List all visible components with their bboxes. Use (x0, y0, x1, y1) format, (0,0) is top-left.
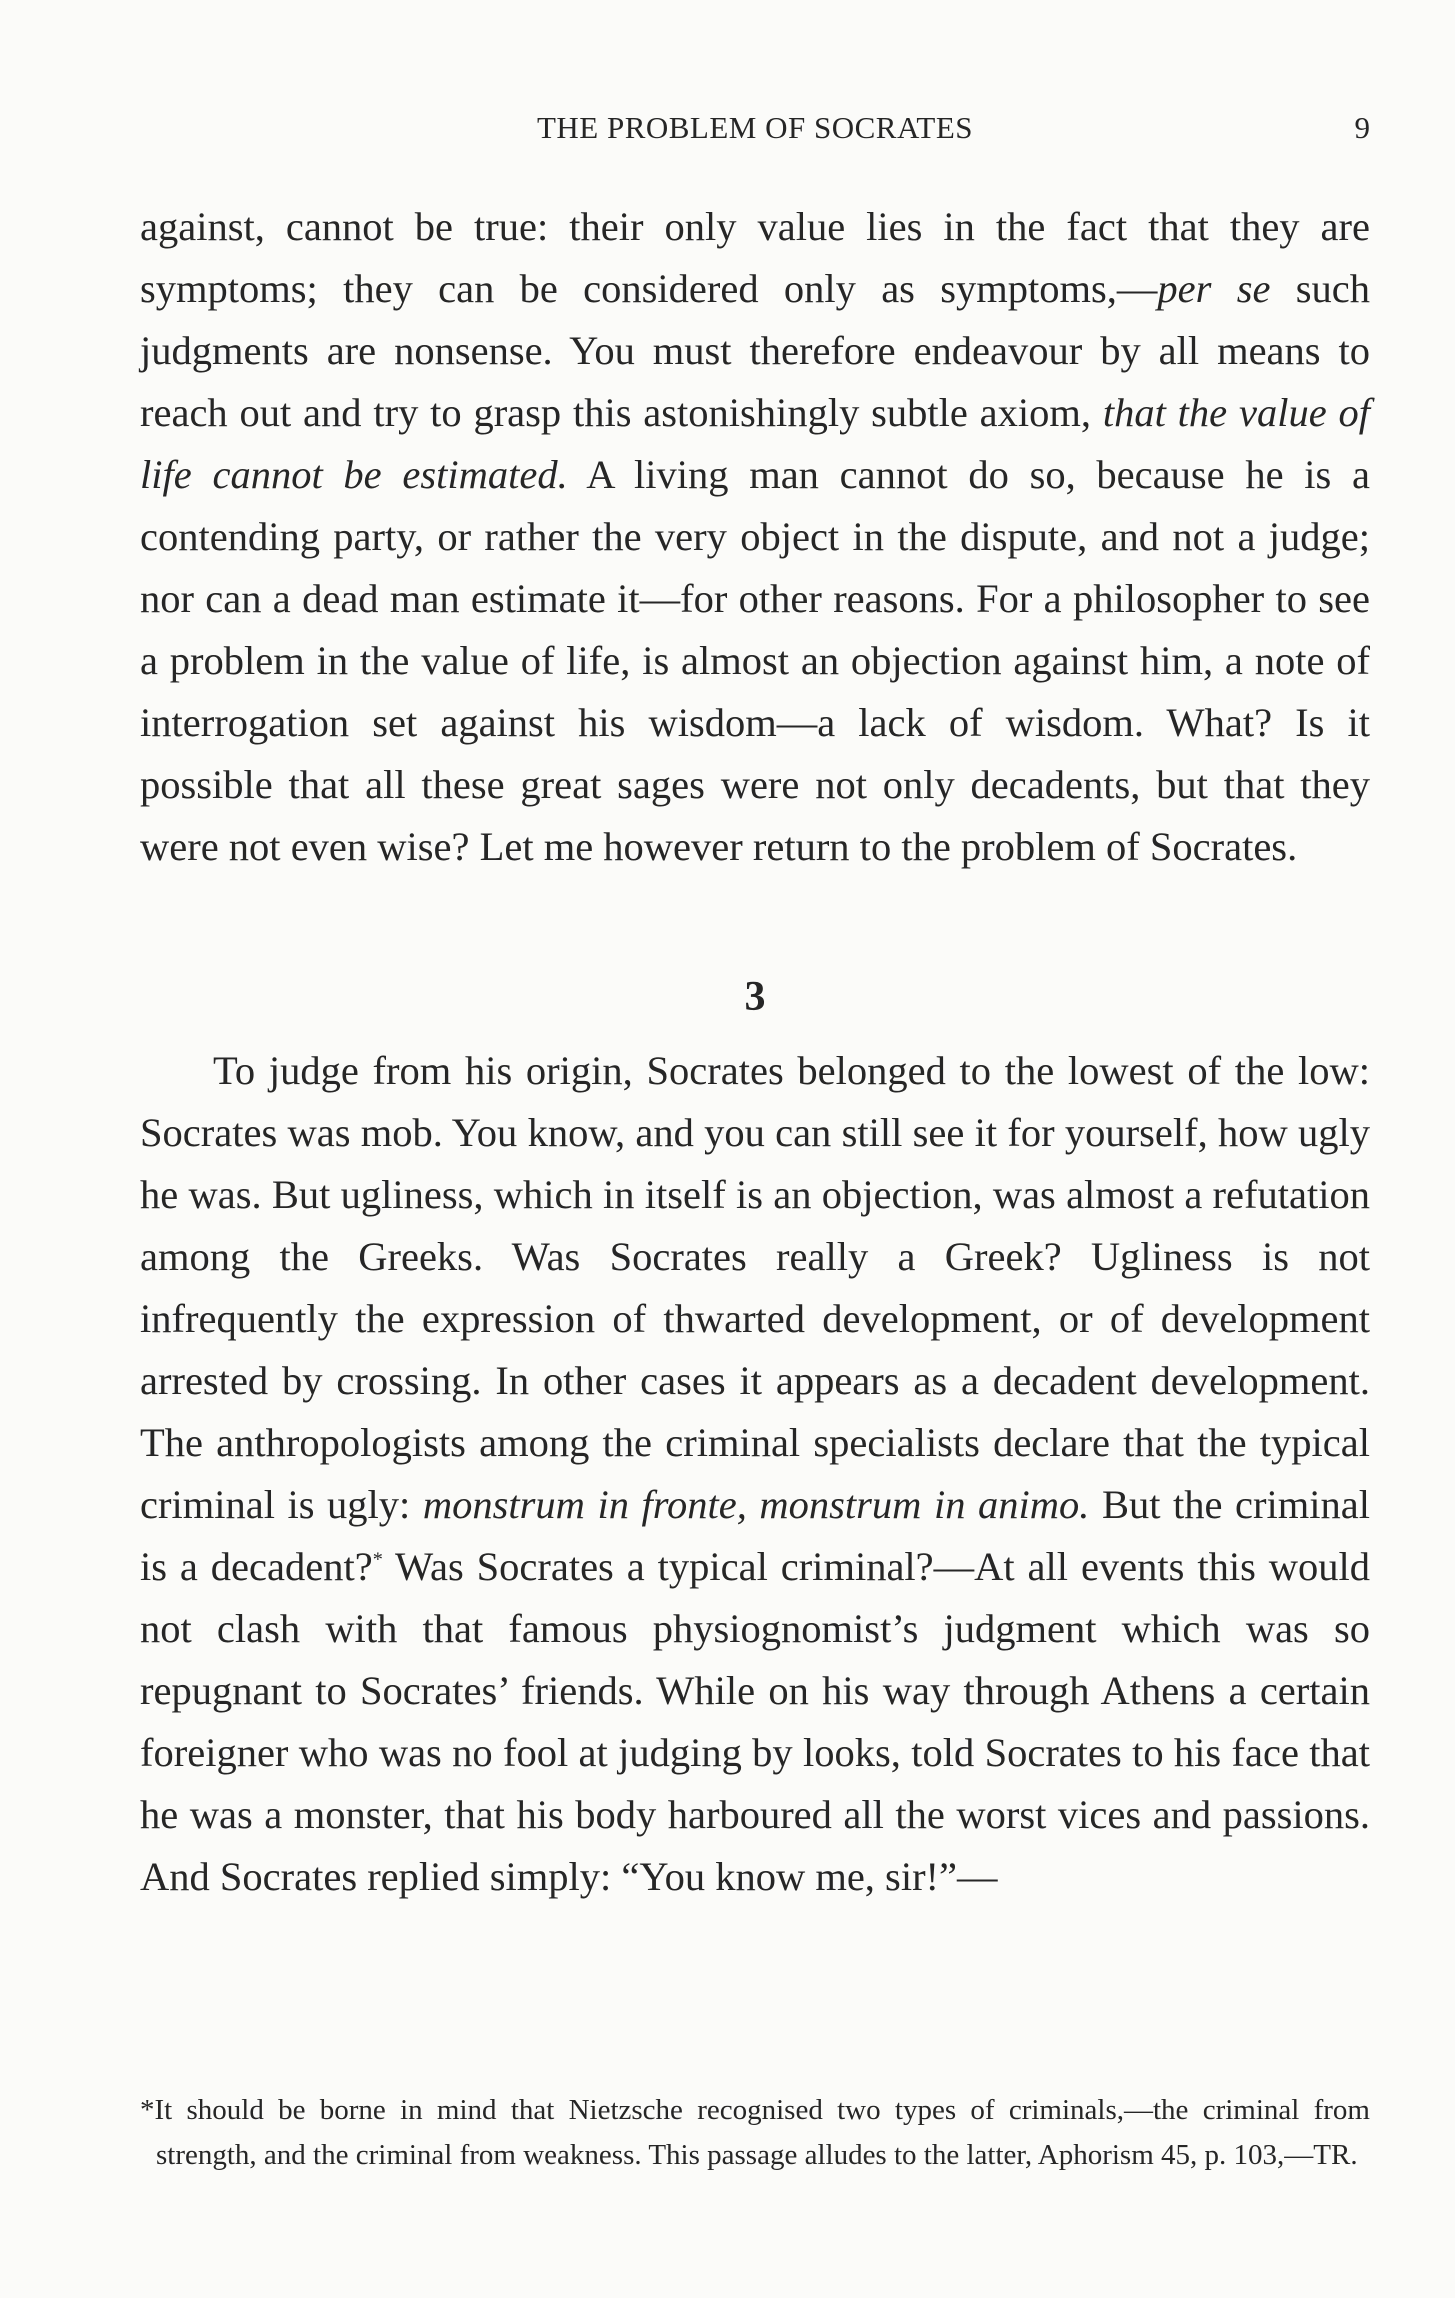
paragraph-continued (140, 196, 1370, 878)
footnote (140, 2088, 1370, 2178)
footnote-text: *It should be borne in mind that Nietzsche recognised two types of criminals,—the criminal from strength, and the criminal from weakness. This passage alludes to the latter, Aphorism 45, p. 103,—TR. (140, 2094, 1370, 2171)
section-3-paragraph (140, 1040, 1370, 1908)
italic-phrase: that the value of life cannot be estimated. (140, 390, 1370, 497)
page-number: 9 (1354, 110, 1370, 145)
running-head (140, 104, 1370, 152)
paragraph-text: against, cannot be true: their only value lies in the fact that they are symptoms; they can be considered only as symptoms,— (140, 204, 1370, 311)
paragraph-text: But the criminal is a decadent? (140, 1482, 1370, 1589)
running-title: THE PROBLEM OF SOCRATES (536, 110, 974, 145)
paragraph-text: To judge from his origin, Socrates belonged to the lowest of the low: Socrates was mob. You know, and you can still see it for yourself, how ugly he was. But ugliness, which in itself is an objection, was almost a refutation among the Greeks. Was Socrates really a Greek? Ugliness is not infrequently the expression of thwarted development, or of development arrested by crossing. In other cases it appears as a decadent development. The anthropologists among the criminal specialists declare that the typical criminal is ugly: (140, 1048, 1370, 1527)
section-number: 3 (744, 974, 766, 1020)
paragraph-text: A living man cannot do so, because he is a contending party, or rather the very object in the dispute, and not a judge; nor can a dead man estimate it—for other reasons. For a philosopher to see a problem in the value of life, is almost an objection against him, a note of interrogation set against his wisdom—a lack of wisdom. What? Is it possible that all these great sages were not only decadents, but that they were not even wise? Let me however return to the problem of Socrates. (140, 452, 1370, 869)
paragraph-text: such judgments are nonsense. You must therefore endeavour by all means to reach out and try to grasp this astonishingly subtle axiom, (140, 266, 1370, 435)
footnote-marker[interactable]: * (372, 1548, 383, 1571)
italic-phrase: monstrum in fronte, monstrum in animo. (422, 1482, 1090, 1527)
italic-phrase: per se (1157, 266, 1271, 311)
paragraph-text: Was Socrates a typical criminal?—At all events this would not clash with that famous physiognomist’s judgment which was so repugnant to Socrates’ friends. While on his way through Athens a certain foreigner who was no fool at judging by looks, told Socrates to his face that he was a monster, that his body harboured all the worst vices and passions. And Socrates replied simply: “You know me, sir!”— (140, 1544, 1370, 1899)
